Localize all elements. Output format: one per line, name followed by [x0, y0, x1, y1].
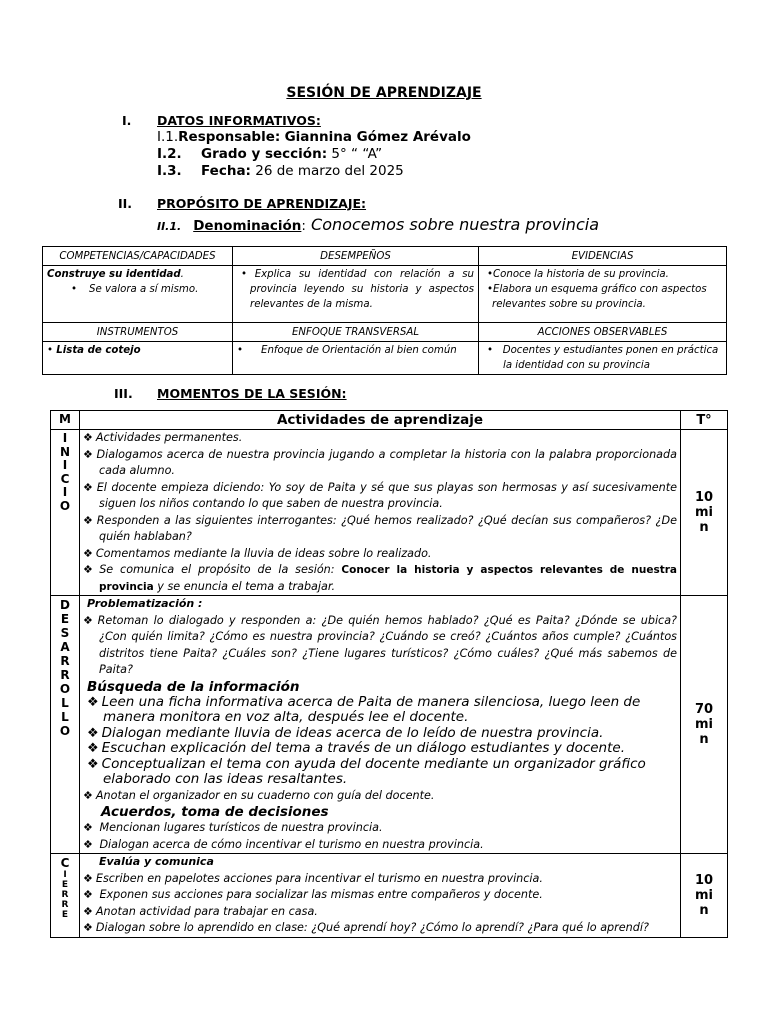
moment-letter: I — [62, 431, 68, 445]
table-header: ENFOQUE TRANSVERSAL — [233, 323, 479, 342]
list-item: ❖ El docente empieza diciendo: Yo soy de Paita y sé que sus playas son hermosas y así sucesivamente siguen los niños contando lo que saben de nuestra provincia. — [83, 480, 677, 510]
bullet-icon: • — [47, 345, 54, 356]
evalua-heading: Evalúa y comunica — [99, 855, 214, 868]
bullet-icon: • — [237, 345, 244, 356]
section-ii-num: II. — [118, 196, 133, 211]
denominacion — [157, 215, 599, 234]
acciones: Docentes y estudiantes ponen en práctica la identidad con su provincia — [502, 345, 719, 371]
list-item: ❖ Responden a las siguientes interrogantes: ¿Qué hemos realizado? ¿Qué decían sus compañeros? ¿De quién hablaban? — [83, 513, 677, 543]
cierre-time: 10 mi n — [681, 854, 728, 938]
col-act-header: Actividades de aprendizaje — [80, 411, 681, 430]
section-i-title: DATOS INFORMATIVOS: — [157, 113, 321, 128]
table-header: ACCIONES OBSERVABLES — [479, 323, 727, 342]
problematizacion-heading: Problematización : — [87, 597, 203, 610]
diamond-bullet-icon: ❖ — [83, 563, 97, 576]
competencia-cell — [43, 266, 233, 323]
inicio-label — [51, 430, 80, 596]
moment-letter: I — [62, 458, 68, 472]
evidencias-cell — [479, 266, 727, 323]
list-item: ❖ Retoman lo dialogado y responden a: ¿De quién hemos hablado? ¿Qué es Paita? ¿Dónde se ubica? ¿Con quién limita? ¿Cómo es nuestra provincia? ¿Cuándo se creó? ¿Cuántos años cumple? ¿Cuántos distritos tiene Paita? ¿Cuáles son? ¿Tiene lugares turísticos? ¿Cómo cuáles? ¿Qué más sabemos de Paita? — [83, 613, 677, 676]
competencia: Construye su identidad — [47, 269, 181, 280]
datos-item-3 — [157, 163, 404, 179]
busqueda-heading: Búsqueda de la información — [87, 678, 300, 695]
bullet-icon: • — [241, 269, 248, 280]
diamond-bullet-icon: ❖ — [87, 725, 99, 741]
denominacion-colon: : — [301, 218, 306, 234]
acuerdos-heading: Acuerdos, toma de decisiones — [101, 804, 329, 820]
datos-item-1 — [157, 129, 471, 145]
list-item: ❖ Actividades permanentes. — [83, 431, 243, 444]
bullet-icon: • — [487, 269, 494, 280]
diamond-bullet-icon: ❖ — [87, 741, 99, 756]
diamond-bullet-icon: ❖ — [83, 546, 93, 560]
evidencia: Conoce la historia de su provincia. — [493, 269, 669, 280]
denominacion-num: II.1. — [157, 220, 182, 233]
bullet-icon: • — [71, 284, 78, 295]
datos-item-value: 5° “ “A” — [331, 146, 383, 162]
cierre-activities — [80, 854, 681, 938]
enfoque-cell — [233, 342, 479, 375]
diamond-bullet-icon: ❖ — [83, 921, 93, 934]
desarrollo-time: 70 mi n — [681, 596, 728, 854]
datos-item-label: Responsable: — [178, 129, 281, 145]
diamond-bullet-icon: ❖ — [83, 837, 93, 851]
datos-item-num: I.1. — [157, 129, 179, 145]
competencia-dot: . — [180, 269, 184, 280]
moment-letter: N — [59, 444, 71, 459]
list-item: ❖ Dialogan acerca de cómo incentivar el turismo en nuestra provincia. — [83, 837, 484, 851]
instrumento-cell — [43, 342, 233, 375]
section-iii-title: MOMENTOS DE LA SESIÓN: — [157, 386, 347, 401]
moment-letter: C — [60, 471, 70, 486]
diamond-bullet-icon: ❖ — [83, 513, 94, 527]
diamond-bullet-icon: ❖ — [87, 694, 99, 710]
section-ii-title: PROPÓSITO DE APRENDIZAJE: — [157, 196, 367, 211]
competencias-table — [42, 246, 727, 375]
list-item: ❖ Comentamos mediante la lluvia de ideas sobre lo realizado. — [83, 546, 432, 560]
list-item: ❖ Escuchan explicación del tema a través de un diálogo estudiantes y docente. — [87, 740, 626, 756]
bullet-icon: • — [487, 284, 494, 295]
list-item: ❖ Dialogan mediante lluvia de ideas acerca de lo leído de nuestra provincia. — [87, 724, 604, 741]
enfoque: Enfoque de Orientación al bien común — [261, 345, 457, 356]
datos-item-2 — [157, 146, 382, 162]
diamond-bullet-icon: ❖ — [83, 480, 94, 494]
list-item: ❖ Se comunica el propósito de la sesión: Conocer la historia y aspectos relevantes de nuestra provincia y se enuncia el tema a trabajar. — [83, 563, 677, 593]
momentos-table — [50, 410, 728, 938]
inicio-time: 10 mi n — [681, 430, 728, 596]
datos-item-value: Giannina Gómez Arévalo — [284, 129, 471, 145]
bullet-icon: • — [487, 345, 494, 356]
capacidad: Se valora a sí mismo. — [89, 284, 199, 295]
acciones-cell — [479, 342, 727, 375]
list-item: ❖ Leen una ficha informativa acerca de Paita de manera silenciosa, luego leen de manera monitora en voz alta, después lee el docente. — [87, 693, 641, 725]
diamond-bullet-icon: ❖ — [87, 756, 99, 772]
datos-item-num: I.2. — [157, 146, 182, 162]
inicio-activities — [80, 430, 681, 596]
diamond-bullet-icon: ❖ — [83, 613, 95, 627]
diamond-bullet-icon: ❖ — [83, 821, 93, 834]
list-item: ❖ Exponen sus acciones para socializar las mismas entre compañeros y docente. — [83, 888, 543, 901]
datos-item-label: Fecha: — [201, 163, 251, 179]
diamond-bullet-icon: ❖ — [83, 904, 93, 918]
denominacion-label: Denominación — [193, 218, 302, 234]
table-header: DESEMPEÑOS — [233, 247, 479, 266]
table-header: INSTRUMENTOS — [43, 323, 233, 342]
list-item: ❖ Dialogamos acerca de nuestra provincia jugando a completar la historia con la palabra proporcionada cada alumno. — [83, 447, 677, 477]
datos-item-num: I.3. — [157, 163, 182, 179]
list-item: ❖ Anotan el organizador en su cuaderno con guía del docente. — [83, 788, 435, 802]
list-item: ❖ Dialogan sobre lo aprendido en clase: ¿Qué aprendí hoy? ¿Cómo lo aprendí? ¿Para qué lo aprendí? — [83, 921, 649, 934]
evidencia: Elabora un esquema gráfico con aspectos relevantes sobre su provincia. — [492, 284, 707, 310]
denominacion-value: Conocemos sobre nuestra provincia — [311, 215, 599, 234]
list-item: ❖ Escriben en papelotes acciones para incentivar el turismo en nuestra provincia. — [83, 871, 543, 885]
col-m-header: M — [51, 411, 80, 430]
col-t-header: T° — [681, 411, 728, 430]
section-iii-num: III. — [114, 386, 133, 401]
list-item: ❖ Anotan actividad para trabajar en casa. — [83, 904, 318, 918]
desempeno-cell — [233, 266, 479, 323]
desarrollo-activities — [80, 596, 681, 854]
desempeno: Explica su identidad con relación a su provincia leyendo su historia y aspectos relevantes de la misma. — [250, 269, 474, 310]
diamond-bullet-icon: ❖ — [83, 431, 93, 444]
section-i-num: I. — [122, 113, 132, 128]
moment-letter: I — [62, 485, 68, 499]
table-header: COMPETENCIAS/CAPACIDADES — [43, 247, 233, 266]
diamond-bullet-icon: ❖ — [83, 447, 94, 461]
list-item: ❖ Conceptualizan el tema con ayuda del docente mediante un organizador gráfico elaborado con las ideas resaltantes. — [87, 755, 646, 787]
diamond-bullet-icon: ❖ — [83, 888, 93, 901]
list-item: ❖ Mencionan lugares turísticos de nuestra provincia. — [83, 821, 383, 834]
cierre-label: C I E R R E — [51, 854, 80, 938]
diamond-bullet-icon: ❖ — [83, 871, 93, 885]
instrumento: Lista de cotejo — [56, 345, 141, 356]
diamond-bullet-icon: ❖ — [83, 788, 93, 802]
page-title: SESIÓN DE APRENDIZAJE — [286, 85, 482, 101]
desarrollo-label: D E S A R R O L L O — [51, 596, 80, 854]
datos-item-value: 26 de marzo del 2025 — [255, 163, 404, 179]
moment-letter: O — [59, 498, 71, 513]
table-header: EVIDENCIAS — [479, 247, 727, 266]
datos-item-label: Grado y sección: — [201, 146, 328, 162]
